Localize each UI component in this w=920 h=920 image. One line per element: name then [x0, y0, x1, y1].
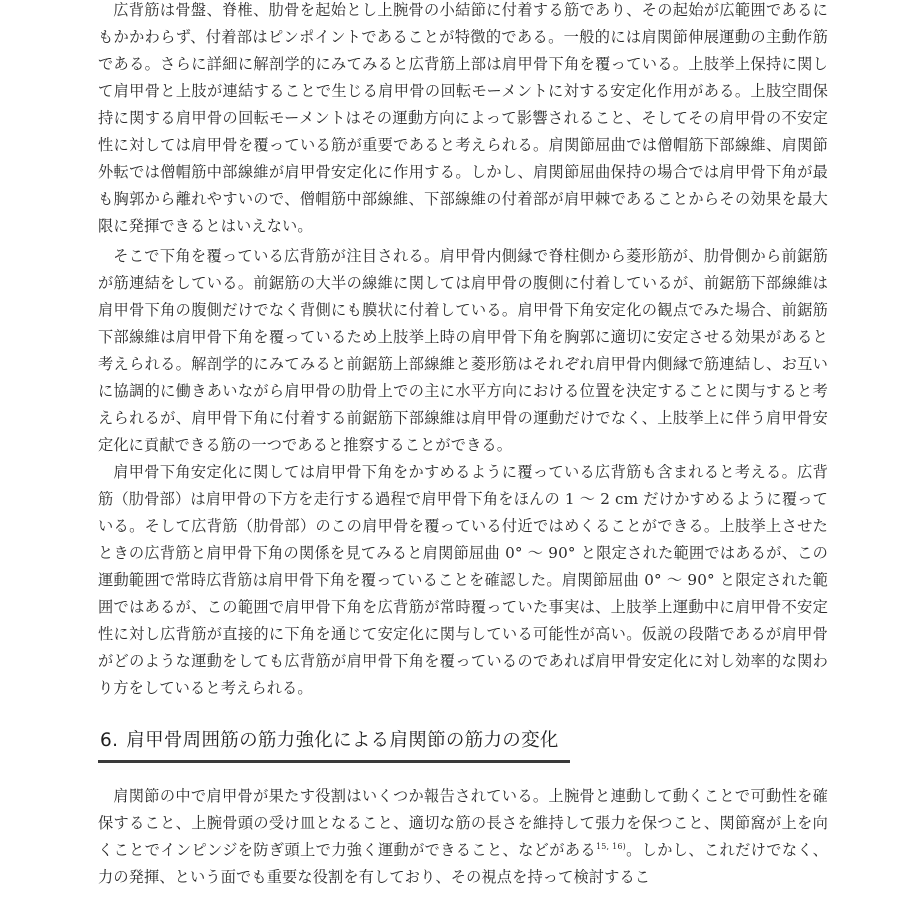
body-paragraph-latissimus: 広背筋は骨盤、脊椎、肋骨を起始とし上腕骨の小結節に付着する筋であり、その起始が広範囲であるにもかかわらず、付着部はピンポイントであることが特徴的である。一般的には肩関節伸展運動の主動作筋である。さらに詳細に解剖学的にみてみると広背筋上部は肩甲骨下角を覆っている。上肢挙上保持に関して肩甲骨と上肢が連結することで生じる肩甲骨の回転モーメントに対する安定化作用がある。上肢空間保持に関する肩甲骨の回転モーメントはその運動方向によって影響されること、そしてその肩甲骨の不安定性に対しては肩甲骨を覆っている筋が重要であると考えられる。肩関節屈曲では僧帽筋下部線維、肩関節外転では僧帽筋中部線維が肩甲骨安定化に作用する。しかし、肩関節屈曲保持の場合では肩甲骨下角が最も胸郭から離れやすいので、僧帽筋中部線維、下部線維の付着部が肩甲棘であることからその効果を最大限に発揮できるとはいえない。 [98, 1, 828, 235]
body-paragraph-serratus: そこで下角を覆っている広背筋が注目される。肩甲骨内側縁で脊柱側から菱形筋が、肋骨側から前鋸筋が筋連結をしている。前鋸筋の大半の線維に関しては肩甲骨の腹側に付着しているが、前鋸筋下部線維は肩甲骨下角の腹側だけでなく背側にも膜状に付着している。肩甲骨下角安定化の観点でみた場合、前鋸筋下部線維は肩甲骨下角を覆っているため上肢挙上時の肩甲骨下角を胸郭に適切に安定させる効果があると考えられる。解剖学的にみてみると前鋸筋上部線維と菱形筋はそれぞれ肩甲骨内側縁で筋連結し、お互いに協調的に働きあいながら肩甲骨の肋骨上での主に水平方向における位置を決定することに関与すると考えられるが、肩甲骨下角に付着する前鋸筋下部線維は肩甲骨の運動だけでなく、上肢挙上に伴う肩甲骨安定化に貢献できる筋の一つであると推察することができる。 [98, 247, 828, 454]
section-title: 肩甲骨周囲筋の筋力強化による肩関節の筋力の変化 [126, 730, 559, 751]
body-paragraph-inferior-angle: 肩甲骨下角安定化に関しては肩甲骨下角をかすめるように覆っている広背筋も含まれると考える。広背筋（肋骨部）は肩甲骨の下方を走行する過程で肩甲骨下角をほんの 1 ～ 2 cm だけかすめるように覆っている。そして広背筋（肋骨部）のこの肩甲骨を覆っている付近ではめくることができる。上肢挙上させたときの広背筋と肩甲骨下角の関係を見てみると肩関節屈曲 0° ～ 90° と限定された範囲ではあるが、この運動範囲で常時広背筋は肩甲骨下角を覆っていることを確認した。肩関節屈曲 0° ～ 90° と限定された範囲ではあるが、この範囲で肩甲骨下角を広背筋が常時覆っていた事実は、上肢挙上運動中に肩甲骨不安定性に対し広背筋が直接的に下角を通じて安定化に関与している可能性が高い。仮説の段階であるが肩甲骨がどのような運動をしても広背筋が肩甲骨下角を覆っているのであれば肩甲骨安定化に対し効率的な関わり方をしていると考えられる。 [98, 463, 828, 697]
body-paragraph-scapula-role [98, 783, 828, 891]
reference-superscript: 15, 16) [595, 842, 626, 851]
section-number: 6. [100, 730, 119, 751]
paragraph-text-after-reference: 。しかし、これだけでなく、力の発揮、という面でも重要な役割を有しており、その視点を持って検討するこ [98, 841, 828, 886]
paragraph-text-before-reference: 肩関節の中で肩甲骨が果たす役割はいくつか報告されている。上腕骨と連動して動くことで可動性を確保すること、上腕骨頭の受け皿となること、適切な筋の長さを維持して張力を保つこと、関節窩が上を向くことでインピンジを防ぎ頭上で力強く運動ができること、などがある [98, 787, 828, 859]
section-heading [98, 728, 570, 763]
